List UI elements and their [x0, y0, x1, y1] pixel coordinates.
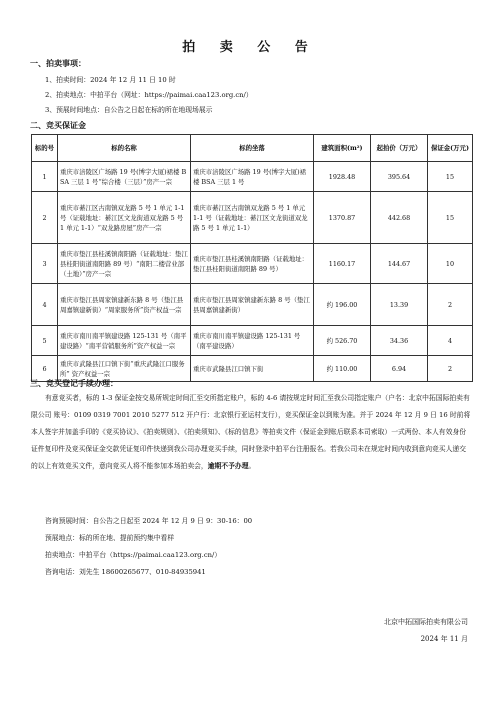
cell-start-price: 34.36 [371, 326, 428, 356]
col-header-lot-no: 标的号 [32, 135, 58, 162]
cell-name: 重庆市垫江县桂溪镇南阳路（证载地址：垫江县桂阳街道南阳路 89 号）“南阳二楼营业部（土地）”房产一宗 [58, 244, 191, 284]
signature-company: 北京中拓国际拍卖有限公司 [384, 618, 468, 626]
table-row [32, 192, 473, 244]
signature-date: 2024 年 11 月 [420, 635, 468, 643]
col-header-name: 标的名称 [58, 135, 191, 162]
cell-location: 重庆市武隆县江口镇下街 [191, 356, 314, 382]
cell-location: 重庆市垫江县周家镇建新东路 8 号（垫江县周嘉镇建新街） [191, 284, 314, 326]
cell-location: 重庆市綦江区古南镇双龙路 5 号 1 单元 1-1 号（证载地址：綦江区文龙街道双龙路 5 号 1 单元 1-1） [191, 192, 314, 244]
auction-location: 2、拍卖地点：中拍平台（网址：https://paimai.caa123.org.cn/） [45, 91, 253, 99]
col-header-area: 建筑面积(m²) [314, 135, 371, 162]
cell-lot-no: 3 [32, 244, 58, 284]
cell-area: 1928.48 [314, 162, 371, 192]
cell-location: 重庆市垫江县桂溪镇南阳路（证载地址：垫江县桂阳街道南阳路 89 号） [191, 244, 314, 284]
preview-location: 预展地点：标的所在地、提前预约集中看样 [45, 534, 175, 542]
cell-name: 重庆市南川南平镇建设路 125-131 号（南平建设路）“南平营销服务所”资产权益一宗 [58, 326, 191, 356]
cell-name: 重庆市綦江区古南镇双龙路 5 号 1 单元 1-1 号（证载地址：綦江区文龙街道双龙路 5 号 1 单元 1-1）“双龙路房屋”房产一宗 [58, 192, 191, 244]
cell-start-price: 13.39 [371, 284, 428, 326]
preview-info: 3、预展时间地点：自公告之日起在标的所在地现场展示 [45, 106, 213, 114]
cell-start-price: 144.67 [371, 244, 428, 284]
table-row [32, 162, 473, 192]
cell-area: 约 196.00 [314, 284, 371, 326]
table-row [32, 326, 473, 356]
cell-deposit: 10 [428, 244, 473, 284]
cell-start-price: 6.94 [371, 356, 428, 382]
col-header-location: 标的坐落 [191, 135, 314, 162]
cell-location: 重庆市南川南平镇建设路 125-131 号（南平建设路） [191, 326, 314, 356]
cell-lot-no: 4 [32, 284, 58, 326]
col-header-start-price: 起拍价（万元） [371, 135, 428, 162]
cell-name: 重庆市垫江县周家镇建新东路 8 号（垫江县周嘉镇建新街）“周家服务所”资产权益一宗 [58, 284, 191, 326]
cell-name: 重庆市涪陵区广场路 19 号(博宇大厦)裙楼 BSA 三层 1 号“综合楼（三层）”房产一宗 [58, 162, 191, 192]
cell-deposit: 2 [428, 356, 473, 382]
cell-deposit: 15 [428, 192, 473, 244]
cell-start-price: 395.64 [371, 162, 428, 192]
cell-area: 1370.87 [314, 192, 371, 244]
cell-lot-no: 5 [32, 326, 58, 356]
cell-area: 1160.17 [314, 244, 371, 284]
table-row [32, 244, 473, 284]
cell-location: 重庆市涪陵区广场路 19 号(博宇大厦)裙楼 BSA 三层 1 号 [191, 162, 314, 192]
auction-time: 1、拍卖时间：2024 年 12 月 11 日 10 时 [45, 76, 176, 84]
section3-heading: 三、竞买登记手续办理： [30, 378, 118, 388]
registration-paragraph [31, 390, 471, 475]
table-header-row [32, 135, 473, 162]
deadline-notice: 逾期不予办理 [207, 462, 249, 470]
col-header-deposit: 保证金(万元) [428, 135, 473, 162]
cell-deposit: 2 [428, 284, 473, 326]
consult-preview-time: 咨询预展时间：自公告之日起至 2024 年 12 月 9 日 9：30-16：00 [45, 517, 253, 525]
cell-lot-no: 1 [32, 162, 58, 192]
consult-phone: 咨询电话：刘先生 18600265677、010-84935941 [45, 568, 206, 576]
cell-deposit: 4 [428, 326, 473, 356]
cell-lot-no: 2 [32, 192, 58, 244]
table-row [32, 284, 473, 326]
cell-area: 约 526.70 [314, 326, 371, 356]
section1-heading: 一、拍卖事项： [30, 58, 86, 68]
section2-heading: 二、竞买保证金 [30, 120, 86, 130]
registration-end: 。 [248, 462, 256, 470]
cell-name: 重庆市武隆县江口镇下街“重庆武隆江口服务所” 资产权益一宗 [58, 356, 191, 382]
cell-start-price: 442.68 [371, 192, 428, 244]
cell-lot-no: 6 [32, 356, 58, 382]
cell-deposit: 15 [428, 162, 473, 192]
cell-area: 约 110.00 [314, 356, 371, 382]
registration-text: 有意竞买者，标的 1-3 保证金按交易所规定时间汇至交所指定账户，标的 4-6 请按规定时间汇至我公司指定账户（户名：北京中拓国际拍卖有限公司 账号：0109 0319 7001 2010 5277 512 开户行：北京银行亚运村支行），竞买保证金以到账为准。并于 2024 年 12 月 9 日 16 时前将本人签字并加盖手印的《竞买协议》、《拍卖规则》、《拍卖须知》、《标的信息》等拍卖文件（保证金到账后联系本司索取）一式两份、本人有效身份证件复印件及竞买保证金交款凭证复印件快递到我公司办理竞买手续，同时登录中拍平台注册报名。若我公司未在规定时间内收到意向竞买人递交的以上有效竞买文件，意向竞买人将不能参加本场拍卖会， [31, 394, 471, 470]
page-title: 拍 卖 公 告 [182, 40, 318, 55]
auction-platform: 拍卖地点：中拍平台（https://paimai.caa123.org.cn/） [45, 551, 222, 559]
lots-table [31, 134, 473, 382]
